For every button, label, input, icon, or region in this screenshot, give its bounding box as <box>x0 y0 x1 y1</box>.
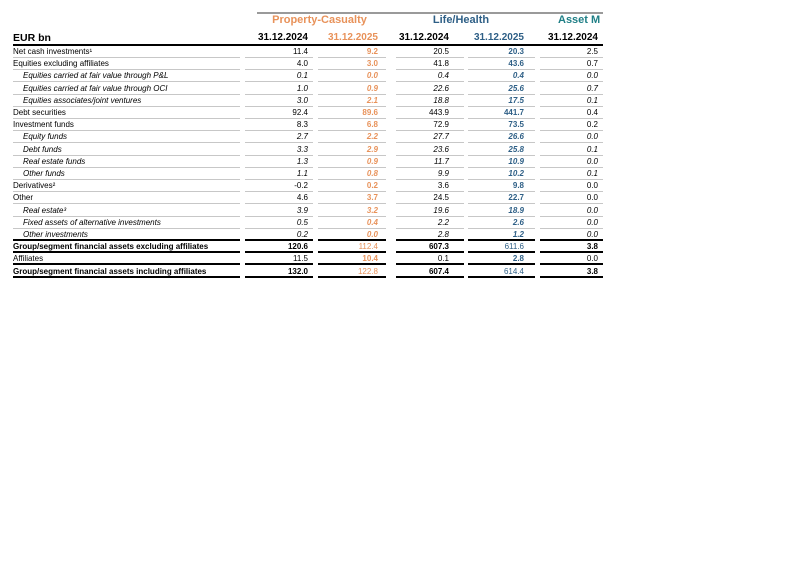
cell-am24: 0.7 <box>586 59 598 69</box>
cell-pc24: 132.0 <box>287 266 308 276</box>
row-label: Other investments <box>23 230 88 239</box>
table-row <box>13 107 603 119</box>
cell-am24: 0.0 <box>586 230 598 239</box>
table-row <box>13 180 603 192</box>
row-label: Other <box>13 193 34 203</box>
cell-lh24: 41.8 <box>433 59 449 69</box>
table-row <box>13 58 603 70</box>
table-row <box>13 70 603 82</box>
cell-pc24: 2.7 <box>296 132 308 142</box>
col-header-lh-2024: 31.12.2024 <box>398 32 449 43</box>
row-label: Debt securities <box>13 108 66 117</box>
cell-pc24: 11.4 <box>293 47 308 56</box>
cell-lh24: 0.4 <box>437 71 449 81</box>
row-divider <box>13 276 240 278</box>
cell-am24: 0.0 <box>586 193 598 203</box>
cell-lh25: 1.2 <box>512 230 524 239</box>
table-row <box>13 253 603 265</box>
cell-pc25: 3.0 <box>366 59 378 69</box>
cell-am24: 0.0 <box>586 181 598 191</box>
cell-pc25: 89.6 <box>362 108 378 117</box>
cell-pc25: 0.0 <box>366 71 378 81</box>
segment-life-health: Life/Health <box>432 14 490 26</box>
cell-lh24: 2.2 <box>437 217 449 227</box>
row-label: Fixed assets of alternative investments <box>23 217 161 227</box>
cell-pc24: 1.3 <box>296 156 308 166</box>
row-label: Equity funds <box>23 132 68 142</box>
cell-pc25: 2.2 <box>366 132 378 142</box>
cell-lh25: 9.8 <box>512 181 524 191</box>
table-row <box>13 131 603 143</box>
cell-lh25: 25.8 <box>508 144 524 154</box>
cell-lh24: 19.6 <box>433 205 449 215</box>
cell-lh24: 23.6 <box>433 144 449 154</box>
cell-am24: 0.0 <box>586 217 598 227</box>
cell-pc24: 3.0 <box>296 95 308 105</box>
segment-gap <box>382 14 384 27</box>
cell-am24: 0.0 <box>586 132 598 142</box>
cell-lh24: 11.7 <box>434 156 449 166</box>
cell-lh25: 614.4 <box>503 266 524 276</box>
table-row <box>13 266 603 278</box>
cell-am24: 0.4 <box>586 108 598 117</box>
table-row <box>13 217 603 229</box>
col-header-pc-2025: 31.12.2025 <box>327 32 378 43</box>
cell-lh25: 611.6 <box>504 242 524 252</box>
cell-lh25: 17.5 <box>508 95 524 105</box>
table-row <box>13 83 603 95</box>
cell-lh24: 2.8 <box>437 230 449 239</box>
cell-pc25: 0.9 <box>366 83 378 93</box>
cell-am24: 0.0 <box>586 254 598 264</box>
cell-lh24: 607.4 <box>428 266 449 276</box>
cell-am24: 0.0 <box>586 205 598 215</box>
cell-pc24: 4.0 <box>296 59 308 69</box>
row-label: Derivatives² <box>13 181 56 191</box>
cell-pc24: 0.2 <box>296 230 308 239</box>
cell-lh24: 20.5 <box>433 47 449 56</box>
table-row <box>13 119 603 131</box>
cell-lh25: 22.7 <box>508 193 524 203</box>
segment-gap <box>524 14 526 27</box>
cell-pc25: 0.2 <box>366 181 378 191</box>
cell-lh25: 43.6 <box>508 59 524 69</box>
cell-pc25: 0.0 <box>366 230 378 239</box>
row-label: Real estate funds <box>23 156 86 166</box>
col-header-pc-2024: 31.12.2024 <box>257 32 308 43</box>
table-row <box>13 241 603 253</box>
row-label: Debt funds <box>23 144 62 154</box>
table-row <box>13 46 603 58</box>
cell-lh24: 27.7 <box>433 132 449 142</box>
row-label: Group/segment financial assets excluding affiliates <box>13 242 209 252</box>
segment-asset-management: Asset M <box>558 14 601 26</box>
row-divider <box>468 276 535 278</box>
cell-lh25: 441.7 <box>503 108 524 117</box>
cell-lh24: 22.6 <box>433 83 449 93</box>
cell-lh25: 10.2 <box>508 169 524 178</box>
row-divider <box>540 276 603 278</box>
cell-pc25: 3.7 <box>366 193 378 203</box>
cell-pc24: 1.0 <box>296 83 308 93</box>
cell-lh24: 0.1 <box>437 254 449 264</box>
cell-lh25: 73.5 <box>508 120 524 130</box>
cell-pc25: 122.8 <box>357 266 378 276</box>
cell-pc24: 3.3 <box>296 144 308 154</box>
cell-am24: 0.1 <box>586 169 598 178</box>
cell-lh25: 26.6 <box>508 132 524 142</box>
table-row <box>13 205 603 217</box>
table-row <box>13 156 603 168</box>
cell-lh24: 607.3 <box>428 242 449 252</box>
cell-lh25: 25.6 <box>508 83 524 93</box>
cell-pc24: 120.6 <box>287 242 308 252</box>
cell-pc25: 10.4 <box>362 254 378 264</box>
table-row <box>13 229 603 241</box>
row-divider <box>245 276 313 278</box>
row-divider <box>318 276 386 278</box>
cell-pc25: 0.4 <box>366 217 378 227</box>
cell-lh25: 18.9 <box>508 205 524 215</box>
cell-pc25: 0.8 <box>366 169 378 178</box>
cell-lh24: 18.8 <box>433 95 449 105</box>
row-label: Affiliates <box>13 254 44 264</box>
row-label: Real estate³ <box>23 205 67 215</box>
table-row <box>13 168 603 180</box>
cell-lh25: 0.4 <box>512 71 524 81</box>
row-label: Group/segment financial assets including affiliates <box>13 266 207 276</box>
cell-lh24: 9.9 <box>437 169 449 178</box>
row-label: Net cash investments¹ <box>13 47 93 56</box>
table-row <box>13 192 603 204</box>
cell-lh24: 72.9 <box>433 120 449 130</box>
cell-pc24: 8.3 <box>296 120 308 130</box>
col-header-am-2024: 31.12.2024 <box>547 32 598 43</box>
cell-lh24: 3.6 <box>437 181 449 191</box>
cell-pc24: 92.4 <box>292 108 308 117</box>
cell-am24: 2.5 <box>586 47 598 56</box>
cell-lh25: 2.8 <box>512 254 524 264</box>
cell-lh24: 24.5 <box>433 193 449 203</box>
row-divider <box>396 276 464 278</box>
cell-pc25: 9.2 <box>366 47 378 56</box>
cell-pc24: 4.6 <box>296 193 308 203</box>
segment-property-casualty: Property-Casualty <box>272 14 367 26</box>
cell-am24: 0.1 <box>586 144 598 154</box>
cell-pc24: 11.5 <box>293 254 308 264</box>
cell-am24: 0.1 <box>586 95 598 105</box>
row-label: Equities carried at fair value through P&L <box>23 71 169 81</box>
row-label: Investment funds <box>13 120 74 130</box>
cell-pc25: 0.9 <box>366 156 378 166</box>
cell-pc24: -0.2 <box>294 181 308 191</box>
cell-pc25: 2.1 <box>366 95 378 105</box>
col-header-lh-2025: 31.12.2025 <box>473 32 524 43</box>
cell-pc25: 3.2 <box>366 205 378 215</box>
row-label: Equities associates/joint ventures <box>23 95 142 105</box>
row-label: Equities excluding affiliates <box>13 59 109 69</box>
row-label: Equities carried at fair value through OCI <box>23 83 168 93</box>
cell-pc25: 112.4 <box>358 242 378 252</box>
cell-pc24: 3.9 <box>296 205 308 215</box>
cell-am24: 0.7 <box>586 83 598 93</box>
unit-label: EUR bn <box>13 32 51 44</box>
row-label: Other funds <box>23 169 65 178</box>
cell-am24: 3.8 <box>586 242 598 252</box>
cell-pc24: 1.1 <box>296 169 308 178</box>
cell-am24: 0.0 <box>586 156 598 166</box>
cell-lh24: 443.9 <box>428 108 449 117</box>
cell-am24: 0.2 <box>586 120 598 130</box>
cell-lh25: 10.9 <box>508 156 524 166</box>
cell-pc25: 2.9 <box>366 144 378 154</box>
cell-lh25: 2.6 <box>512 217 524 227</box>
cell-pc25: 6.8 <box>366 120 378 130</box>
cell-pc24: 0.1 <box>296 71 308 81</box>
cell-lh25: 20.3 <box>508 47 524 56</box>
cell-am24: 3.8 <box>586 266 598 276</box>
table-row <box>13 95 603 107</box>
cell-am24: 0.0 <box>586 71 598 81</box>
table-row <box>13 144 603 156</box>
cell-pc24: 0.5 <box>296 217 308 227</box>
